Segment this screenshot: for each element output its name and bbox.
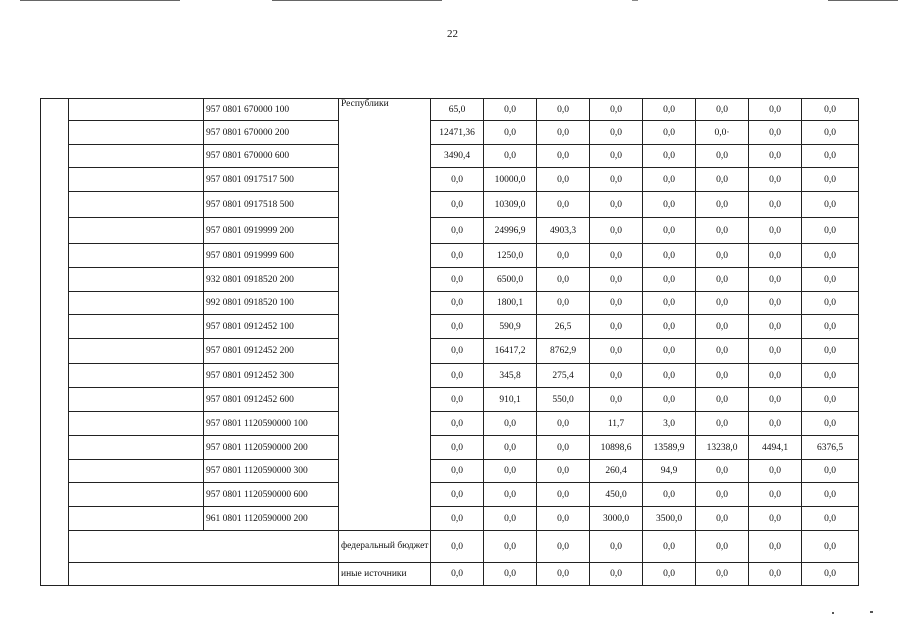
blank-cell bbox=[69, 244, 204, 268]
blank-cell bbox=[69, 483, 204, 507]
scan-top-line-right bbox=[828, 0, 898, 1]
value-cell: 0,0 bbox=[431, 483, 484, 507]
value-cell: 0,0 bbox=[802, 563, 859, 586]
value-cell: 260,4 bbox=[590, 460, 643, 483]
budget-code-cell: 957 0801 0917517 500 bbox=[204, 168, 339, 192]
value-cell: 0,0 bbox=[802, 168, 859, 192]
value-cell: 0,0 bbox=[590, 168, 643, 192]
value-cell: 0,0 bbox=[537, 168, 590, 192]
blank-cell bbox=[69, 121, 204, 145]
value-cell: 0,0 bbox=[749, 292, 802, 315]
value-cell: 0,0 bbox=[696, 531, 749, 563]
value-cell: 0,0 bbox=[802, 145, 859, 168]
budget-code-cell: 957 0801 0912452 300 bbox=[204, 364, 339, 388]
value-cell: 0,0 bbox=[484, 412, 537, 436]
value-cell: 0,0 bbox=[537, 121, 590, 145]
value-cell: 0,0 bbox=[696, 218, 749, 244]
value-cell: 0,0 bbox=[484, 121, 537, 145]
value-cell: 0,0 bbox=[696, 412, 749, 436]
value-cell: 0,0 bbox=[749, 388, 802, 412]
value-cell: 0,0 bbox=[537, 268, 590, 292]
value-cell: 0,0 bbox=[802, 315, 859, 339]
value-cell: 11,7 bbox=[590, 412, 643, 436]
value-cell: 0,0 bbox=[696, 315, 749, 339]
value-cell: 0,0 bbox=[590, 244, 643, 268]
page-number: 22 bbox=[447, 28, 458, 40]
value-cell: 0,0 bbox=[484, 145, 537, 168]
blank-cell bbox=[69, 168, 204, 192]
scan-top-line-mid bbox=[272, 0, 442, 1]
value-cell: 0,0 bbox=[643, 315, 696, 339]
value-cell: 0,0 bbox=[431, 412, 484, 436]
table-row bbox=[41, 315, 859, 339]
table-row bbox=[41, 121, 859, 145]
table-row bbox=[41, 388, 859, 412]
value-cell: 0,0 bbox=[590, 339, 643, 364]
budget-code-cell: 932 0801 0918520 200 bbox=[204, 268, 339, 292]
value-cell: 0,0 bbox=[431, 315, 484, 339]
value-cell: 0,0 bbox=[431, 436, 484, 460]
value-cell: 6376,5 bbox=[802, 436, 859, 460]
budget-table bbox=[40, 98, 859, 586]
value-cell: 16417,2 bbox=[484, 339, 537, 364]
budget-code-cell: 957 0801 1120590000 100 bbox=[204, 412, 339, 436]
value-cell: 0,0 bbox=[749, 563, 802, 586]
scan-top-line-left bbox=[20, 0, 180, 1]
value-cell: 0,0 bbox=[537, 460, 590, 483]
table-row bbox=[41, 436, 859, 460]
value-cell: 0,0 bbox=[431, 388, 484, 412]
value-cell: 1800,1 bbox=[484, 292, 537, 315]
margin-cell bbox=[41, 99, 69, 586]
value-cell: 0,0 bbox=[696, 145, 749, 168]
value-cell: 10898,6 bbox=[590, 436, 643, 460]
value-cell: 0,0 bbox=[590, 388, 643, 412]
blank-cell bbox=[69, 339, 204, 364]
blank-cell bbox=[69, 531, 339, 563]
value-cell: 0,0 bbox=[696, 268, 749, 292]
value-cell: 0,0 bbox=[643, 168, 696, 192]
table-row bbox=[41, 145, 859, 168]
table-row bbox=[41, 292, 859, 315]
budget-code-cell: 957 0801 0912452 100 bbox=[204, 315, 339, 339]
value-cell: 1250,0 bbox=[484, 244, 537, 268]
value-cell: 0,0 bbox=[590, 192, 643, 218]
budget-code-cell: 957 0801 1120590000 600 bbox=[204, 483, 339, 507]
value-cell: 0,0 bbox=[749, 218, 802, 244]
funding-source-cell: федеральный бюджет bbox=[339, 531, 431, 563]
value-cell: 0,0 bbox=[643, 99, 696, 121]
value-cell: 0,0 bbox=[802, 218, 859, 244]
value-cell: 0,0 bbox=[643, 268, 696, 292]
blank-cell bbox=[69, 460, 204, 483]
blank-cell bbox=[69, 388, 204, 412]
value-cell: 0,0 bbox=[749, 364, 802, 388]
value-cell: 0,0 bbox=[643, 192, 696, 218]
value-cell: 0,0 bbox=[643, 145, 696, 168]
value-cell: 3490,4 bbox=[431, 145, 484, 168]
value-cell: 0,0 bbox=[590, 292, 643, 315]
value-cell: 0,0 bbox=[749, 121, 802, 145]
value-cell: 0,0 bbox=[484, 99, 537, 121]
value-cell: 26,5 bbox=[537, 315, 590, 339]
value-cell: 0,0 bbox=[537, 244, 590, 268]
value-cell: 0,0 bbox=[749, 531, 802, 563]
blank-cell bbox=[69, 192, 204, 218]
value-cell: 3000,0 bbox=[590, 507, 643, 531]
value-cell: 0,0 bbox=[431, 168, 484, 192]
value-cell: 0,0 bbox=[696, 507, 749, 531]
value-cell: 0,0 bbox=[484, 563, 537, 586]
value-cell: 4494,1 bbox=[749, 436, 802, 460]
blank-cell bbox=[69, 507, 204, 531]
value-cell: 0,0 bbox=[590, 99, 643, 121]
blank-cell bbox=[69, 364, 204, 388]
value-cell: 0,0 bbox=[537, 192, 590, 218]
value-cell: 3500,0 bbox=[643, 507, 696, 531]
blank-cell bbox=[69, 218, 204, 244]
table-row bbox=[41, 218, 859, 244]
value-cell: 0,0 bbox=[643, 531, 696, 563]
budget-code-cell: 961 0801 1120590000 200 bbox=[204, 507, 339, 531]
value-cell: 13589,9 bbox=[643, 436, 696, 460]
value-cell: 0,0 bbox=[431, 244, 484, 268]
value-cell: 0,0 bbox=[749, 315, 802, 339]
value-cell: 0,0 bbox=[696, 244, 749, 268]
value-cell: 0,0 bbox=[590, 563, 643, 586]
value-cell: 0,0 bbox=[431, 218, 484, 244]
value-cell: 4903,3 bbox=[537, 218, 590, 244]
value-cell: 0,0 bbox=[643, 388, 696, 412]
value-cell: 0,0 bbox=[643, 483, 696, 507]
value-cell: 0,0 bbox=[696, 563, 749, 586]
value-cell: 0,0 bbox=[802, 192, 859, 218]
value-cell: 0,0 bbox=[431, 563, 484, 586]
table-row bbox=[41, 244, 859, 268]
table-row bbox=[41, 563, 859, 586]
value-cell: 0,0 bbox=[749, 460, 802, 483]
value-cell: 0,0 bbox=[696, 99, 749, 121]
value-cell: 0,0 bbox=[590, 145, 643, 168]
table-row bbox=[41, 483, 859, 507]
value-cell: 0,0 bbox=[431, 292, 484, 315]
value-cell: 0,0 bbox=[537, 436, 590, 460]
table-row bbox=[41, 460, 859, 483]
blank-cell bbox=[69, 268, 204, 292]
value-cell: 0,0 bbox=[431, 339, 484, 364]
scan-speck bbox=[870, 611, 873, 613]
budget-code-cell: 957 0801 670000 200 bbox=[204, 121, 339, 145]
value-cell: 0,0 bbox=[643, 339, 696, 364]
value-cell: 0,0 bbox=[537, 531, 590, 563]
value-cell: 0,0 bbox=[802, 412, 859, 436]
value-cell: 0,0 bbox=[431, 268, 484, 292]
value-cell: 0,0 bbox=[643, 244, 696, 268]
value-cell: 0,0 bbox=[431, 507, 484, 531]
value-cell: 0,0 bbox=[749, 244, 802, 268]
value-cell: 0,0 bbox=[696, 192, 749, 218]
value-cell: 8762,9 bbox=[537, 339, 590, 364]
value-cell: 24996,9 bbox=[484, 218, 537, 244]
value-cell: 0,0 bbox=[537, 507, 590, 531]
value-cell: 0,0 bbox=[484, 483, 537, 507]
table-row bbox=[41, 364, 859, 388]
value-cell: 0,0 bbox=[696, 460, 749, 483]
value-cell: 65,0 bbox=[431, 99, 484, 121]
scan-mark bbox=[632, 0, 638, 1]
funding-source-cell: иные источники bbox=[339, 563, 431, 586]
value-cell: 0,0 bbox=[590, 315, 643, 339]
value-cell: 0,0 bbox=[802, 268, 859, 292]
table-row bbox=[41, 412, 859, 436]
value-cell: 0,0 bbox=[802, 121, 859, 145]
value-cell: 0,0· bbox=[696, 121, 749, 145]
value-cell: 0,0 bbox=[802, 483, 859, 507]
value-cell: 0,0 bbox=[484, 436, 537, 460]
value-cell: 0,0 bbox=[749, 339, 802, 364]
scan-speck bbox=[832, 612, 834, 614]
value-cell: 0,0 bbox=[431, 531, 484, 563]
value-cell: 550,0 bbox=[537, 388, 590, 412]
table-row bbox=[41, 531, 859, 563]
value-cell: 0,0 bbox=[431, 460, 484, 483]
value-cell: 0,0 bbox=[802, 244, 859, 268]
value-cell: 0,0 bbox=[643, 292, 696, 315]
value-cell: 0,0 bbox=[749, 483, 802, 507]
value-cell: 0,0 bbox=[484, 531, 537, 563]
value-cell: 0,0 bbox=[696, 483, 749, 507]
value-cell: 0,0 bbox=[484, 460, 537, 483]
budget-code-cell: 957 0801 0917518 500 bbox=[204, 192, 339, 218]
funding-source-cell: Республики bbox=[339, 99, 431, 531]
value-cell: 0,0 bbox=[643, 563, 696, 586]
value-cell: 450,0 bbox=[590, 483, 643, 507]
value-cell: 275,4 bbox=[537, 364, 590, 388]
value-cell: 0,0 bbox=[802, 292, 859, 315]
value-cell: 0,0 bbox=[696, 168, 749, 192]
value-cell: 0,0 bbox=[590, 121, 643, 145]
budget-code-cell: 957 0801 1120590000 200 bbox=[204, 436, 339, 460]
value-cell: 0,0 bbox=[696, 339, 749, 364]
value-cell: 910,1 bbox=[484, 388, 537, 412]
value-cell: 0,0 bbox=[749, 99, 802, 121]
budget-code-cell: 957 0801 1120590000 300 bbox=[204, 460, 339, 483]
budget-code-cell: 957 0801 0919999 600 bbox=[204, 244, 339, 268]
blank-cell bbox=[69, 412, 204, 436]
blank-cell bbox=[69, 99, 204, 121]
blank-cell bbox=[69, 315, 204, 339]
value-cell: 0,0 bbox=[484, 507, 537, 531]
table-row bbox=[41, 192, 859, 218]
value-cell: 0,0 bbox=[802, 460, 859, 483]
value-cell: 0,0 bbox=[431, 364, 484, 388]
value-cell: 345,8 bbox=[484, 364, 537, 388]
value-cell: 0,0 bbox=[643, 218, 696, 244]
value-cell: 12471,36 bbox=[431, 121, 484, 145]
value-cell: 0,0 bbox=[696, 292, 749, 315]
value-cell: 0,0 bbox=[537, 563, 590, 586]
value-cell: 0,0 bbox=[749, 412, 802, 436]
value-cell: 0,0 bbox=[696, 364, 749, 388]
value-cell: 0,0 bbox=[537, 483, 590, 507]
blank-cell bbox=[69, 292, 204, 315]
value-cell: 0,0 bbox=[590, 364, 643, 388]
value-cell: 0,0 bbox=[537, 412, 590, 436]
budget-code-cell: 992 0801 0918520 100 bbox=[204, 292, 339, 315]
table-row bbox=[41, 507, 859, 531]
budget-code-cell: 957 0801 0912452 200 bbox=[204, 339, 339, 364]
table-row bbox=[41, 168, 859, 192]
value-cell: 0,0 bbox=[802, 99, 859, 121]
value-cell: 0,0 bbox=[802, 507, 859, 531]
table-row bbox=[41, 99, 859, 121]
value-cell: 0,0 bbox=[749, 145, 802, 168]
budget-code-cell: 957 0801 670000 100 bbox=[204, 99, 339, 121]
value-cell: 0,0 bbox=[590, 218, 643, 244]
value-cell: 0,0 bbox=[749, 168, 802, 192]
budget-code-cell: 957 0801 670000 600 bbox=[204, 145, 339, 168]
value-cell: 0,0 bbox=[537, 292, 590, 315]
value-cell: 0,0 bbox=[590, 531, 643, 563]
value-cell: 0,0 bbox=[537, 99, 590, 121]
value-cell: 0,0 bbox=[749, 192, 802, 218]
value-cell: 0,0 bbox=[802, 339, 859, 364]
budget-code-cell: 957 0801 0919999 200 bbox=[204, 218, 339, 244]
blank-cell bbox=[69, 436, 204, 460]
blank-cell bbox=[69, 145, 204, 168]
blank-cell bbox=[69, 563, 339, 586]
value-cell: 94,9 bbox=[643, 460, 696, 483]
value-cell: 0,0 bbox=[749, 268, 802, 292]
table-row bbox=[41, 268, 859, 292]
value-cell: 13238,0 bbox=[696, 436, 749, 460]
value-cell: 6500,0 bbox=[484, 268, 537, 292]
value-cell: 0,0 bbox=[696, 388, 749, 412]
value-cell: 590,9 bbox=[484, 315, 537, 339]
value-cell: 0,0 bbox=[431, 192, 484, 218]
value-cell: 3,0 bbox=[643, 412, 696, 436]
value-cell: 0,0 bbox=[643, 364, 696, 388]
value-cell: 10000,0 bbox=[484, 168, 537, 192]
budget-code-cell: 957 0801 0912452 600 bbox=[204, 388, 339, 412]
table-row bbox=[41, 339, 859, 364]
value-cell: 0,0 bbox=[537, 145, 590, 168]
value-cell: 0,0 bbox=[802, 364, 859, 388]
value-cell: 0,0 bbox=[802, 531, 859, 563]
value-cell: 0,0 bbox=[643, 121, 696, 145]
value-cell: 0,0 bbox=[749, 507, 802, 531]
value-cell: 0,0 bbox=[590, 268, 643, 292]
value-cell: 0,0 bbox=[802, 388, 859, 412]
value-cell: 10309,0 bbox=[484, 192, 537, 218]
